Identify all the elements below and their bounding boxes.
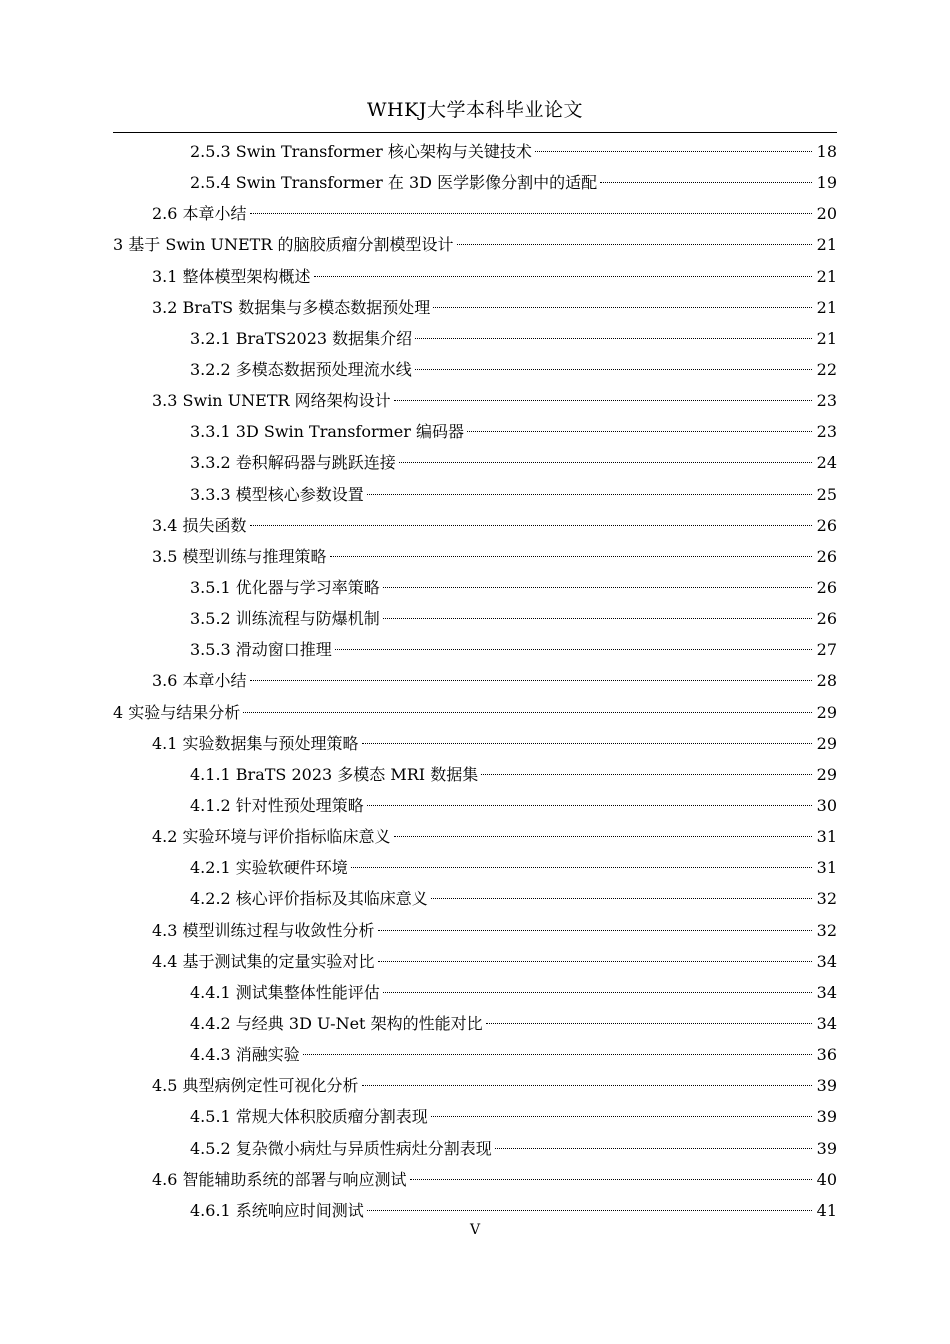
toc-entry-title: 3.2.2 多模态数据预处理流水线	[190, 359, 412, 379]
toc-entry[interactable]	[0, 852, 950, 883]
toc-leader-dots	[250, 680, 812, 681]
toc-entry-title: 4.4.2 与经典 3D U-Net 架构的性能对比	[190, 1013, 483, 1033]
toc-entry-page: 26	[816, 546, 837, 566]
toc-leader-dots	[303, 1054, 812, 1055]
toc-entry-page: 28	[816, 671, 837, 691]
toc-entry[interactable]	[0, 1164, 950, 1195]
toc-entry[interactable]	[0, 697, 950, 728]
toc-entry-page: 26	[816, 515, 837, 535]
toc-entry[interactable]	[0, 510, 950, 541]
toc-leader-dots	[250, 525, 812, 526]
toc-entry-page: 34	[816, 1013, 837, 1033]
toc-leader-dots	[481, 774, 812, 775]
toc-leader-dots	[535, 151, 812, 152]
toc-leader-dots	[314, 276, 812, 277]
toc-leader-dots	[378, 930, 812, 931]
toc-entry[interactable]	[0, 385, 950, 416]
toc-entry[interactable]	[0, 136, 950, 167]
toc-entry-title: 3.5.3 滑动窗口推理	[190, 640, 332, 660]
toc-entry-page: 27	[816, 640, 837, 660]
toc-entry-page: 22	[816, 359, 837, 379]
page-header: WHKJ大学本科毕业论文	[367, 99, 583, 121]
toc-entry-page: 18	[816, 142, 837, 161]
toc-entry-page: 34	[816, 951, 837, 971]
toc-entry-title: 3.3.2 卷积解码器与跳跃连接	[190, 453, 396, 473]
toc-entry-page: 30	[816, 795, 837, 815]
toc-entry[interactable]	[0, 1133, 950, 1164]
toc-entry[interactable]	[0, 603, 950, 634]
toc-leader-dots	[362, 1085, 812, 1086]
toc-entry-title: 2.5.3 Swin Transformer 核心架构与关键技术	[190, 142, 532, 161]
toc-leader-dots	[433, 307, 812, 308]
toc-entry[interactable]	[0, 1070, 950, 1101]
toc-entry[interactable]	[0, 261, 950, 292]
toc-entry-page: 29	[816, 733, 837, 753]
toc-entry-page: 29	[816, 764, 837, 784]
toc-entry-title: 3 基于 Swin UNETR 的脑胶质瘤分割模型设计	[113, 235, 454, 255]
toc-leader-dots	[457, 244, 813, 245]
toc-entry-title: 3.3.3 模型核心参数设置	[190, 484, 364, 504]
toc-entry-page: 26	[816, 577, 837, 597]
toc-entry-title: 3.5 模型训练与推理策略	[152, 546, 327, 566]
toc-leader-dots	[399, 462, 812, 463]
toc-entry-title: 4 实验与结果分析	[113, 702, 241, 722]
toc-leader-dots	[415, 369, 812, 370]
toc-entry-page: 39	[816, 1076, 837, 1096]
toc-entry-page: 39	[816, 1107, 837, 1127]
toc-entry-title: 4.4.3 消融实验	[190, 1045, 300, 1065]
toc-entry[interactable]	[0, 821, 950, 852]
toc-entry-page: 39	[816, 1138, 837, 1158]
toc-entry-title: 4.2.1 实验软硬件环境	[190, 858, 348, 878]
toc-entry[interactable]	[0, 198, 950, 229]
toc-leader-dots	[330, 556, 812, 557]
toc-leader-dots	[431, 1116, 812, 1117]
toc-leader-dots	[486, 1023, 812, 1024]
toc-leader-dots	[431, 898, 812, 899]
toc-leader-dots	[367, 1210, 812, 1211]
toc-entry-title: 4.1 实验数据集与预处理策略	[152, 733, 359, 753]
toc-entry-title: 2.6 本章小结	[152, 204, 247, 224]
toc-entry[interactable]	[0, 634, 950, 665]
toc-entry-title: 4.1.2 针对性预处理策略	[190, 795, 364, 815]
toc-entry-page: 26	[816, 609, 837, 629]
toc-leader-dots	[394, 836, 812, 837]
toc-entry[interactable]	[0, 759, 950, 790]
toc-entry[interactable]	[0, 354, 950, 385]
toc-leader-dots	[383, 992, 812, 993]
toc-leader-dots	[250, 213, 812, 214]
toc-entry-page: 21	[816, 266, 837, 286]
toc-leader-dots	[367, 805, 812, 806]
toc-entry-page: 41	[816, 1200, 837, 1220]
toc-entry[interactable]	[0, 541, 950, 572]
toc-entry-page: 21	[816, 328, 837, 348]
toc-leader-dots	[367, 494, 812, 495]
toc-leader-dots	[383, 618, 812, 619]
toc-entry[interactable]	[0, 292, 950, 323]
toc-entry-page: 31	[816, 858, 837, 878]
toc-entry-page: 23	[816, 391, 837, 411]
toc-leader-dots	[415, 338, 812, 339]
toc-entry-page: 32	[816, 889, 837, 909]
toc-entry[interactable]	[0, 572, 950, 603]
toc-leader-dots	[335, 649, 812, 650]
table-of-contents	[0, 136, 950, 1226]
toc-entry[interactable]	[0, 883, 950, 914]
toc-entry-title: 4.5.2 复杂微小病灶与异质性病灶分割表现	[190, 1138, 492, 1158]
toc-entry-title: 3.3.1 3D Swin Transformer 编码器	[190, 422, 465, 442]
toc-entry[interactable]	[0, 977, 950, 1008]
toc-entry-title: 3.5.2 训练流程与防爆机制	[190, 609, 380, 629]
toc-leader-dots	[495, 1148, 812, 1149]
toc-entry[interactable]	[0, 665, 950, 696]
toc-leader-dots	[351, 867, 812, 868]
toc-entry-page: 23	[816, 422, 837, 442]
toc-entry[interactable]	[0, 416, 950, 447]
toc-leader-dots	[362, 743, 812, 744]
toc-leader-dots	[243, 712, 812, 713]
toc-entry-page: 19	[816, 173, 837, 193]
toc-entry-page: 31	[816, 827, 837, 847]
toc-entry[interactable]	[0, 323, 950, 354]
toc-leader-dots	[394, 400, 812, 401]
toc-entry-page: 24	[816, 453, 837, 473]
toc-entry-page: 21	[816, 235, 837, 255]
toc-entry[interactable]	[0, 790, 950, 821]
toc-entry-title: 4.2 实验环境与评价指标临床意义	[152, 827, 391, 847]
toc-entry[interactable]	[0, 229, 950, 260]
toc-entry-title: 4.2.2 核心评价指标及其临床意义	[190, 889, 428, 909]
toc-entry-page: 36	[816, 1045, 837, 1065]
toc-entry-title: 3.2.1 BraTS2023 数据集介绍	[190, 328, 413, 348]
header-rule	[113, 132, 837, 133]
toc-entry[interactable]	[0, 1039, 950, 1070]
toc-entry-title: 4.5 典型病例定性可视化分析	[152, 1076, 359, 1096]
toc-entry[interactable]	[0, 946, 950, 977]
toc-entry-title: 3.4 损失函数	[152, 515, 247, 535]
toc-entry-title: 3.3 Swin UNETR 网络架构设计	[152, 391, 391, 411]
toc-entry[interactable]	[0, 1101, 950, 1132]
page-number: V	[469, 1222, 481, 1238]
toc-entry[interactable]	[0, 447, 950, 478]
toc-entry-page: 21	[816, 297, 837, 317]
toc-entry-title: 4.6.1 系统响应时间测试	[190, 1200, 364, 1220]
toc-leader-dots	[600, 182, 812, 183]
toc-leader-dots	[467, 431, 812, 432]
toc-entry-title: 3.2 BraTS 数据集与多模态数据预处理	[152, 297, 431, 317]
toc-entry-page: 34	[816, 982, 837, 1002]
toc-entry-title: 3.6 本章小结	[152, 671, 247, 691]
toc-leader-dots	[410, 1179, 812, 1180]
toc-entry[interactable]	[0, 167, 950, 198]
toc-leader-dots	[383, 587, 812, 588]
toc-leader-dots	[378, 961, 812, 962]
toc-entry-title: 4.5.1 常规大体积胶质瘤分割表现	[190, 1107, 428, 1127]
toc-entry-title: 4.4 基于测试集的定量实验对比	[152, 951, 375, 971]
toc-entry[interactable]	[0, 1008, 950, 1039]
toc-entry-title: 4.3 模型训练过程与收敛性分析	[152, 920, 375, 940]
toc-entry[interactable]	[0, 915, 950, 946]
toc-entry-page: 29	[816, 702, 837, 722]
toc-entry-title: 4.1.1 BraTS 2023 多模态 MRI 数据集	[190, 764, 479, 784]
toc-entry-page: 40	[816, 1169, 837, 1189]
toc-entry-page: 32	[816, 920, 837, 940]
toc-entry-page: 25	[816, 484, 837, 504]
toc-entry-title: 2.5.4 Swin Transformer 在 3D 医学影像分割中的适配	[190, 173, 598, 193]
toc-entry-page: 20	[816, 204, 837, 224]
toc-entry[interactable]	[0, 479, 950, 510]
toc-entry-title: 3.5.1 优化器与学习率策略	[190, 577, 380, 597]
toc-entry-title: 4.6 智能辅助系统的部署与响应测试	[152, 1169, 407, 1189]
toc-entry[interactable]	[0, 728, 950, 759]
toc-entry-title: 4.4.1 测试集整体性能评估	[190, 982, 380, 1002]
toc-entry-title: 3.1 整体模型架构概述	[152, 266, 311, 286]
